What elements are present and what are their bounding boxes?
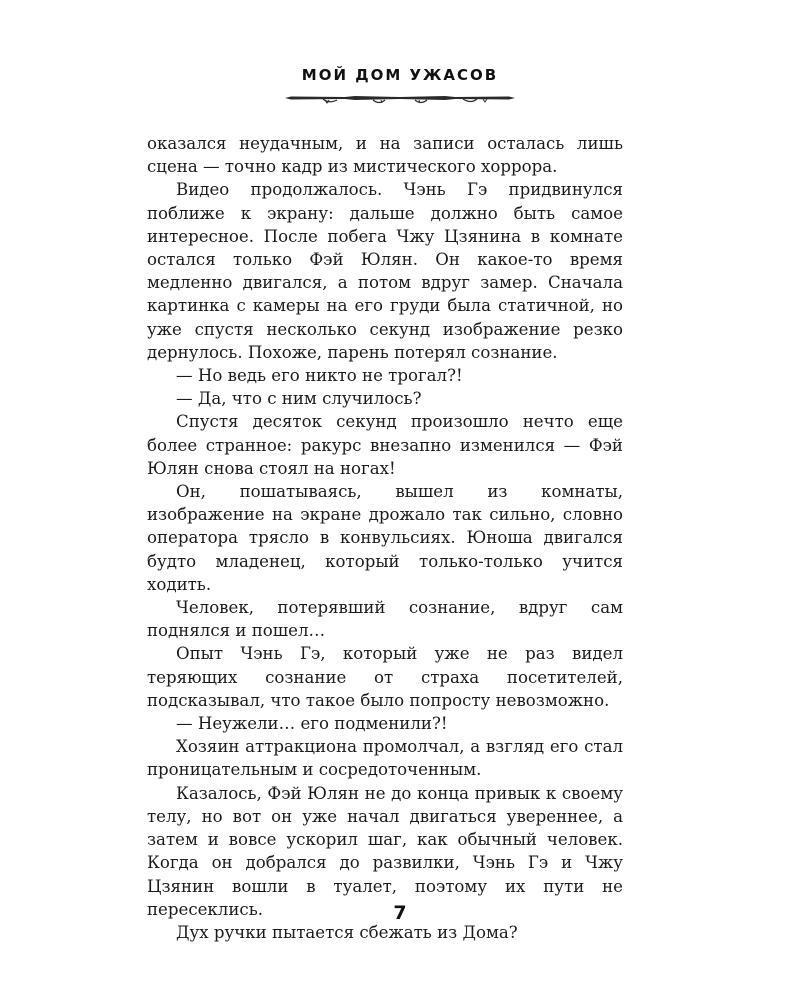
running-header	[0, 66, 800, 106]
body-text	[147, 132, 623, 944]
book-title: МОЙ ДОМ УЖАСОВ	[301, 66, 499, 84]
dialogue-line: — Но ведь его никто не трогал?!	[176, 366, 463, 386]
dialogue-line: — Да, что с ним случилось?	[176, 389, 422, 409]
paragraph: Казалось, Фэй Юлян не до конца привык к своему телу, но вот он уже начал двигаться увереннее, а затем и вовсе ускорил шаг, как обычный человек. Когда он добрался до развилки, Чэнь Гэ и Чжу Цзянин вошли в туалет, поэтому их пути не пересеклись.	[147, 783, 623, 919]
paragraph: Спустя десяток секунд произошло нечто еще более странное: ракурс внезапно изменился — Фэй Юлян снова стоял на ногах!	[147, 412, 623, 478]
dialogue-line: — Неужели… его подменили?!	[176, 714, 448, 734]
paragraph: Он, пошатываясь, вышел из комнаты, изображение на экране дрожало так сильно, словно оператора трясло в конвульсиях. Юноша двигался будто младенец, который только-только учится ходить.	[147, 482, 623, 594]
decorative-divider	[285, 92, 515, 106]
paragraph: Дух ручки пытается сбежать из Дома?	[176, 922, 518, 942]
paragraph: Человек, потерявший сознание, вдруг сам поднялся и пошел…	[147, 598, 623, 641]
paragraph: Опыт Чэнь Гэ, который уже не раз видел теряющих сознание от страха посетителей, подсказывал, что такое было попросту невозможно.	[147, 644, 623, 710]
page-number: 7	[393, 902, 407, 924]
paragraph: Видео продолжалось. Чэнь Гэ придвинулся поближе к экрану: дальше должно быть самое интересное. После побега Чжу Цзянина в комнате остался только Фэй Юлян. Он какое-то время медленно двигался, а потом вдруг замер. Сначала картинка с камеры на его груди была статичной, но уже спустя несколько секунд изображение резко дернулось. Похоже, парень потерял сознание.	[147, 180, 623, 362]
paragraph: Хозяин аттракциона промолчал, а взгляд его стал проницательным и сосредоточенным.	[147, 737, 623, 780]
paragraph: оказался неудачным, и на записи осталась лишь сцена — точно кадр из мистического хоррора.	[147, 134, 623, 177]
